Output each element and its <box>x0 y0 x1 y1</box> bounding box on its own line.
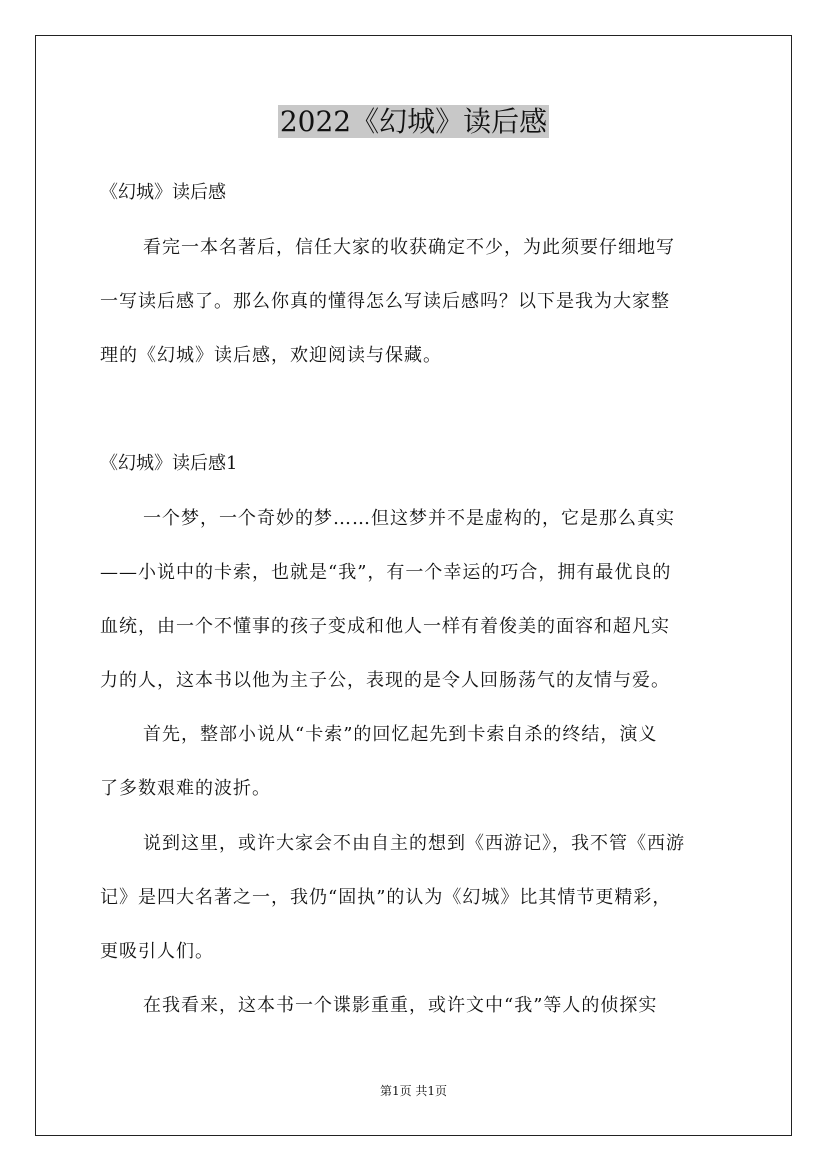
section-heading: 《幻城》读后感1 <box>100 453 238 474</box>
body-line: 首先，整部小说从“卡索”的回忆起先到卡索自杀的终结，演义 <box>143 724 658 745</box>
body-line: 血统，由一个不懂事的孩子变成和他人一样有着俊美的面容和超凡实 <box>100 616 670 637</box>
body-line: 一个梦，一个奇妙的梦……但这梦并不是虚构的，它是那么真实 <box>143 508 675 529</box>
intro-line: 一写读后感了。那么你真的懂得怎么写读后感吗？以下是我为大家整 <box>100 291 670 312</box>
page-footer: 第1页 共1页 <box>379 1084 448 1098</box>
intro-line: 看完一本名著后，信任大家的收获确定不少，为此须要仔细地写 <box>143 237 675 258</box>
body-line: 更吸引人们。 <box>100 941 214 962</box>
body-line: 在我看来，这本书一个谍影重重，或许文中“我”等人的侦探实 <box>143 995 658 1016</box>
document-title <box>0 100 827 144</box>
subtitle: 《幻城》读后感 <box>100 182 226 203</box>
body-line: 了多数艰难的波折。 <box>100 778 271 799</box>
body-line: 力的人，这本书以他为主子公，表现的是令人回肠荡气的友情与爱。 <box>100 670 670 691</box>
document-title-text: 2022《幻城》读后感 <box>279 105 548 138</box>
body-line: 记》是四大名著之一，我仍“固执”的认为《幻城》比其情节更精彩， <box>100 887 672 908</box>
body-line: ——小说中的卡索，也就是“我”，有一个幸运的巧合，拥有最优良的 <box>100 562 672 583</box>
body-line: 说到这里，或许大家会不由自主的想到《西游记》，我不管《西游 <box>143 833 685 854</box>
intro-line: 理的《幻城》读后感，欢迎阅读与保藏。 <box>100 345 442 366</box>
